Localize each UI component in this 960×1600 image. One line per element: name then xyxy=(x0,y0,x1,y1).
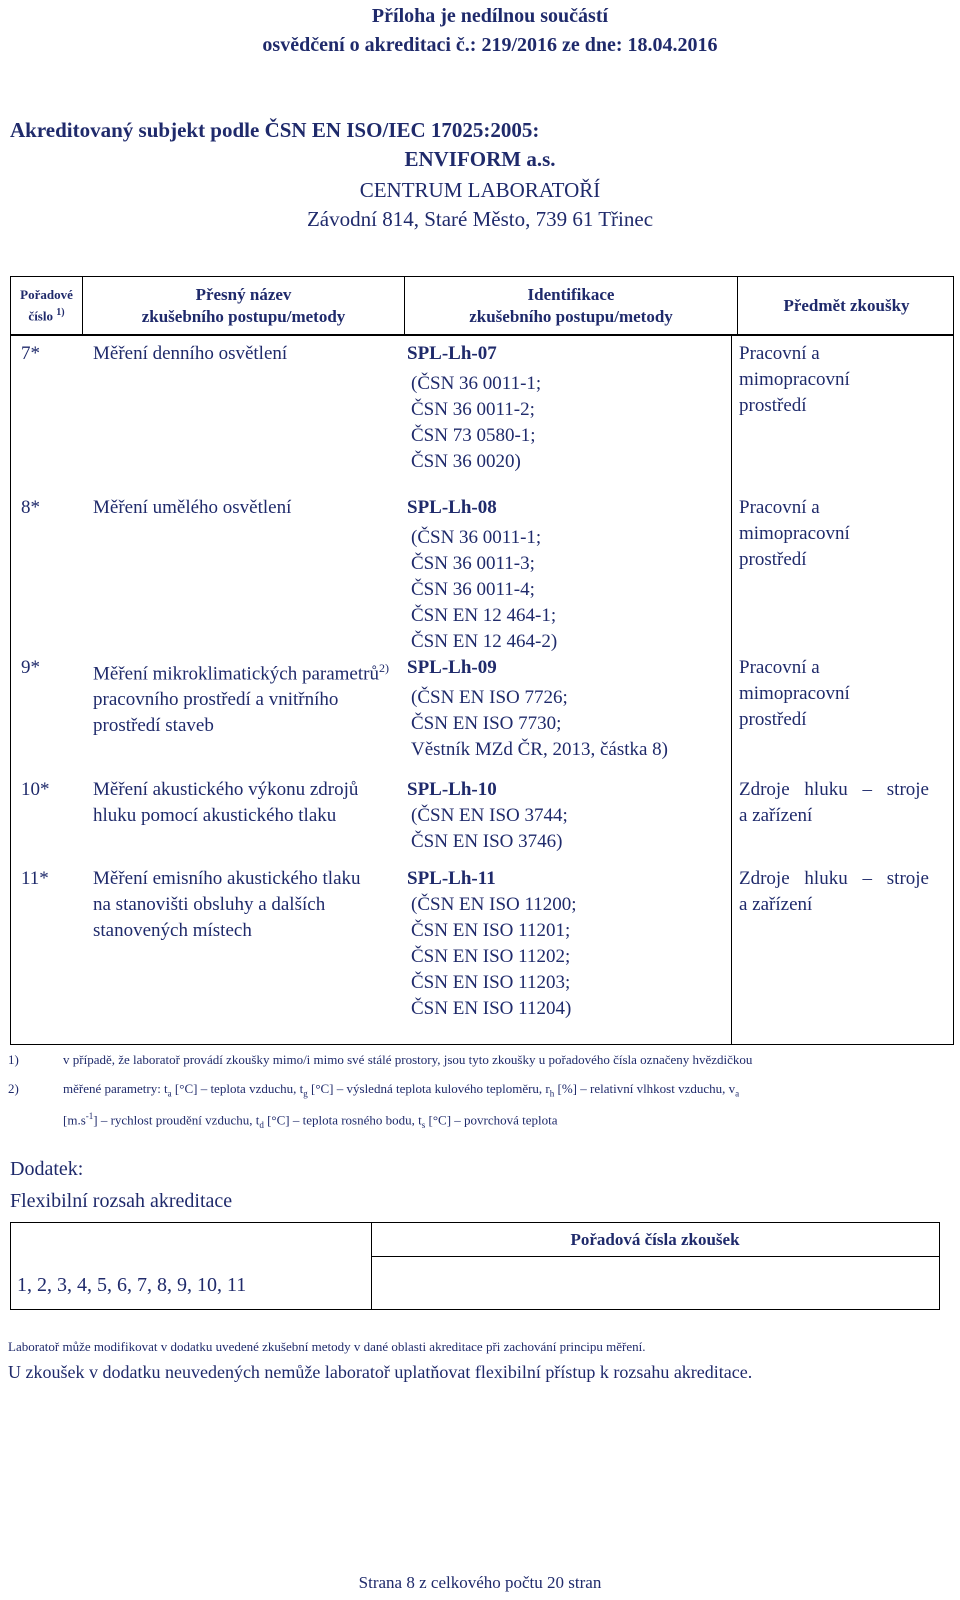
standards-list xyxy=(407,371,737,475)
standard: ČSN EN ISO 11202; xyxy=(411,946,571,967)
header-number xyxy=(11,277,83,334)
row-subject: Pracovní a mimopracovní prostředí xyxy=(739,657,850,730)
standard: ČSN EN ISO 11203; xyxy=(411,972,571,993)
fn-sub: a xyxy=(735,1088,740,1099)
fn-sub: a xyxy=(167,1088,172,1099)
standards-list xyxy=(407,685,737,763)
row-method-name: Měření umělého osvětlení xyxy=(93,497,292,518)
header-id-line-1: Identifikace xyxy=(527,284,615,304)
header-name-line-1: Přesný název xyxy=(195,284,292,304)
page-footer: Strana 8 z celkového počtu 20 stran xyxy=(358,1573,602,1592)
header-number-label: Pořadové číslo xyxy=(20,286,73,324)
row-method-id xyxy=(407,866,737,1022)
annex-line-1: Příloha je nedílnou součástí xyxy=(371,5,609,27)
standards-list xyxy=(407,892,737,1022)
methods-table xyxy=(10,276,954,1045)
row-number: 10* xyxy=(21,779,50,800)
fn-sup: -1 xyxy=(85,1110,94,1121)
standard: ČSN 36 0011-4; xyxy=(411,579,535,600)
standard: ČSN EN 12 464-2) xyxy=(411,631,558,652)
flexible-scope-label: Flexibilní rozsah akreditace xyxy=(10,1190,233,1212)
annex-line-2: osvědčení o akreditaci č.: 219/2016 ze dne: 18.04.2016 xyxy=(262,34,718,56)
standard: ČSN 36 0020) xyxy=(411,451,521,472)
fn-sub: h xyxy=(549,1088,555,1099)
row-method-id xyxy=(407,777,737,855)
standard: (ČSN 36 0011-1; xyxy=(411,373,542,394)
row-subject: Pracovní a mimopracovní prostředí xyxy=(739,497,850,570)
row-method-id xyxy=(407,341,737,475)
standard: Věstník MZd ČR, 2013, částka 8) xyxy=(411,739,669,760)
method-code: SPL-Lh-11 xyxy=(407,868,496,889)
row-subject: Pracovní a mimopracovní prostředí xyxy=(739,343,850,416)
subject-heading: Akreditovaný subjekt podle ČSN EN ISO/IEC 17025:2005: xyxy=(10,118,540,142)
flex-test-numbers: 1, 2, 3, 4, 5, 6, 7, 8, 9, 10, 11 xyxy=(17,1274,247,1296)
standards-list xyxy=(407,803,737,855)
standards-list xyxy=(407,525,737,655)
method-name-part: Měření mikroklimatických parametrů xyxy=(93,663,379,685)
row-method-name xyxy=(93,655,393,739)
annex-title xyxy=(0,2,960,60)
fn-part: [°C] – povrchová teplota xyxy=(425,1111,558,1127)
row-method-id xyxy=(407,495,737,655)
fn-sub: s xyxy=(421,1119,426,1130)
standard: ČSN EN ISO 3746) xyxy=(411,831,563,852)
method-code: SPL-Lh-09 xyxy=(407,657,497,678)
header-number-ref: 1) xyxy=(56,306,65,318)
subject-line: Zdroje hluku – stroje xyxy=(739,868,929,889)
annex-note-large: U zkoušek v dodatku neuvedených nemůže laboratoř uplatňovat flexibilní přístup k rozsahu akreditace. xyxy=(8,1362,753,1382)
header-method-name xyxy=(83,277,405,334)
annex-note-small: Laboratoř může modifikovat v dodatku uvedené zkušební metody v dané oblasti akreditace při zachování principu měření. xyxy=(8,1339,646,1354)
footnote-ref: 2) xyxy=(378,661,389,675)
row-method-name: Měření emisního akustického tlaku na stanovišti obsluhy a dalších stanovených místech xyxy=(93,868,361,941)
standard: ČSN EN ISO 11201; xyxy=(411,920,571,941)
footnote-text: v případě, že laboratoř provádí zkoušky mimo/i mimo své stálé prostory, jsou tyto zkoušky u pořadového čísla označeny hvězdičkou xyxy=(63,1052,753,1067)
fn-part: [°C] – teplota rosného bodu, t xyxy=(263,1111,422,1127)
standard: ČSN EN 12 464-1; xyxy=(411,605,557,626)
fn-sub: d xyxy=(259,1119,264,1130)
header-id-line-2: zkušebního postupu/metody xyxy=(469,306,673,326)
standard: ČSN EN ISO 11204) xyxy=(411,998,572,1019)
flexible-scope-table xyxy=(10,1222,940,1310)
lab-address: Závodní 814, Staré Město, 739 61 Třinec xyxy=(306,207,654,231)
footnote-number: 2) xyxy=(8,1081,19,1096)
row-number: 7* xyxy=(21,343,40,364)
lab-department: CENTRUM LABORATOŘÍ xyxy=(359,178,601,202)
standard: ČSN EN ISO 7730; xyxy=(411,713,562,734)
method-code: SPL-Lh-10 xyxy=(407,779,497,800)
standard: (ČSN EN ISO 7726; xyxy=(411,687,568,708)
row-subject xyxy=(739,866,929,918)
fn-part: [m.s xyxy=(63,1111,86,1127)
table-header xyxy=(11,277,953,336)
fn-part: [%] – relativní vlhkost vzduchu, v xyxy=(554,1081,736,1096)
standard: (ČSN 36 0011-1; xyxy=(411,527,542,548)
footnote-2 xyxy=(8,1078,958,1130)
standard: ČSN 36 0011-3; xyxy=(411,553,535,574)
subject-line: a zařízení xyxy=(739,805,813,826)
row-number: 9* xyxy=(21,657,40,678)
lab-name: ENVIFORM a.s. xyxy=(404,147,556,171)
subject-line: Zdroje hluku – stroje xyxy=(739,779,929,800)
row-method-name: Měření denního osvětlení xyxy=(93,343,288,364)
fn-part: měřené parametry: t xyxy=(63,1081,168,1096)
fn-part: ] – rychlost proudění vzduchu, t xyxy=(93,1111,260,1127)
standard: ČSN 36 0011-2; xyxy=(411,399,535,420)
method-name-part: pracovního prostředí a vnitřního prostředí staveb xyxy=(93,689,339,737)
row-number: 8* xyxy=(21,497,40,518)
subject-line: a zařízení xyxy=(739,894,813,915)
flex-column-header: Pořadová čísla zkoušek xyxy=(371,1223,939,1257)
row-method-id xyxy=(407,655,737,763)
row-number: 11* xyxy=(21,868,49,889)
fn-sub: g xyxy=(303,1088,308,1099)
standard: (ČSN EN ISO 3744; xyxy=(411,805,568,826)
header-name-line-2: zkušebního postupu/metody xyxy=(141,306,346,326)
annex-label: Dodatek: xyxy=(10,1158,84,1180)
footnote-1 xyxy=(8,1049,958,1071)
footnote-number: 1) xyxy=(8,1052,19,1067)
header-method-id xyxy=(405,277,738,334)
method-code: SPL-Lh-08 xyxy=(407,497,497,518)
standard: (ČSN EN ISO 11200; xyxy=(411,894,577,915)
standard: ČSN 73 0580-1; xyxy=(411,425,536,446)
header-subject: Předmět zkoušky xyxy=(783,295,910,315)
row-subject xyxy=(739,777,929,829)
fn-part: [°C] – výsledná teplota kulového teploměru, r xyxy=(307,1081,550,1096)
row-method-name: Měření akustického výkonu zdrojů hluku pomocí akustického tlaku xyxy=(93,779,359,826)
fn-part: [°C] – teplota vzduchu, t xyxy=(171,1081,304,1096)
method-code: SPL-Lh-07 xyxy=(407,343,497,364)
footnote-text xyxy=(63,1078,943,1136)
